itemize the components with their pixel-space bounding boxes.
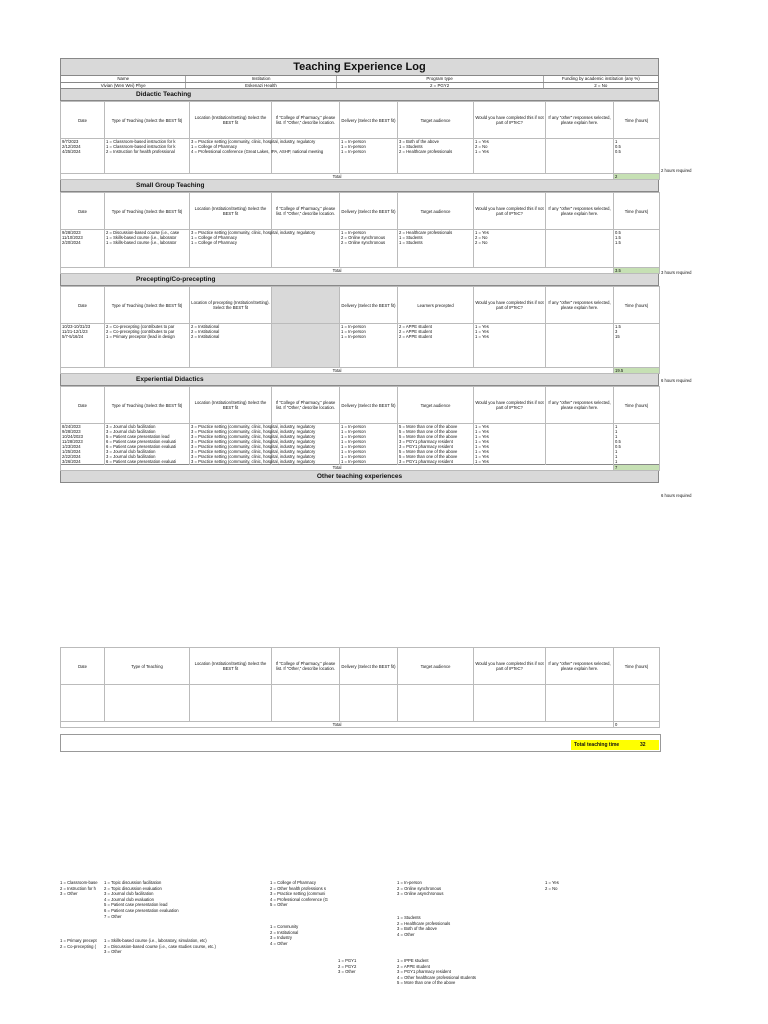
- table-cell[interactable]: 0.5: [614, 149, 660, 154]
- legend-learners: 1 = IPPE student 2 = APPE student 3 = PGY1 pharmacy resident 4 = Other healthcare professional students 5 = More than one of the above: [397, 958, 477, 986]
- column-header: [272, 287, 340, 324]
- legend-precepting-types: 1 = Primary precept 2 = Co-precepting (: [60, 938, 97, 949]
- table-cell[interactable]: 2 = Healthcare professionals: [398, 149, 474, 154]
- empty-cell[interactable]: [272, 245, 340, 268]
- table-cell[interactable]: 2 = Online synchronous: [340, 235, 398, 240]
- empty-cell[interactable]: [61, 154, 105, 174]
- empty-cell[interactable]: [614, 685, 660, 722]
- empty-cell[interactable]: [340, 339, 398, 368]
- table-cell[interactable]: 1 = Yes: [474, 454, 546, 459]
- table-cell[interactable]: 10/24/2023: [61, 434, 105, 439]
- table-cell[interactable]: 1 = Yes: [474, 139, 546, 145]
- table-cell[interactable]: 3 = PGY1 pharmacy resident: [398, 444, 474, 449]
- total-value: 0: [614, 722, 660, 728]
- column-header: Type of Teaching (Select the BEST fit): [105, 387, 190, 424]
- table-cell[interactable]: 1: [614, 434, 660, 439]
- total-row: [61, 465, 660, 471]
- column-header: Date: [61, 387, 105, 424]
- table-cell[interactable]: 1 = In-person: [340, 454, 398, 459]
- table-cell[interactable]: 1 = Yes: [474, 424, 546, 430]
- table-cell[interactable]: 9/7/2023: [61, 139, 105, 145]
- table-cell[interactable]: 1 = In-person: [340, 434, 398, 439]
- info-value-institution[interactable]: Eskenazi Health: [186, 83, 336, 89]
- column-header: If "College of Pharmacy," please list. If "Other," describe location.: [272, 102, 340, 139]
- table-cell[interactable]: 1 = Yes: [474, 444, 546, 449]
- info-label-institution: Institution: [186, 76, 336, 82]
- legend-program-type: 1 = PGY1 2 = PGY2 3 = Other: [338, 958, 357, 975]
- table-cell[interactable]: 1 = In-person: [340, 144, 398, 149]
- table-cell[interactable]: 1 = In-person: [340, 329, 398, 334]
- table-cell[interactable]: 2 = Institutional: [190, 324, 272, 330]
- table-cell[interactable]: 11/10/2023: [61, 235, 105, 240]
- empty-cell[interactable]: [340, 685, 398, 722]
- empty-cell[interactable]: [61, 685, 105, 722]
- experiential-table: [60, 386, 660, 471]
- column-header: Type of Teaching (Select the BEST fit): [105, 193, 190, 230]
- empty-cell[interactable]: [546, 154, 614, 174]
- column-header: Date: [61, 102, 105, 139]
- table-cell[interactable]: 1 = In-person: [340, 139, 398, 145]
- section-title-other: Other teaching experiences: [60, 471, 659, 483]
- table-cell[interactable]: 3 = Practice setting (community, clinic, hospital, industry, regulatory: [191, 434, 316, 439]
- column-header: Time (hours): [614, 102, 660, 139]
- table-cell[interactable]: 1: [614, 454, 660, 459]
- table-cell[interactable]: 3 = Practice setting (community, clinic, hospital, industry, regulatory: [191, 424, 316, 429]
- table-cell[interactable]: 3 = Journal club facilitation: [105, 424, 190, 430]
- table-cell[interactable]: 2 = No: [474, 240, 546, 245]
- column-header: Target audience: [398, 102, 474, 139]
- empty-cell[interactable]: [340, 154, 398, 174]
- table-cell[interactable]: 2/12/2024: [61, 144, 105, 149]
- table-cell[interactable]: 1 = In-person: [340, 459, 398, 465]
- column-header: Would you have completed this if not part of IPTeC?: [474, 102, 546, 139]
- section-title-small-group: Small Group Teaching: [60, 180, 659, 192]
- column-header: Location (Institution/Setting) Select the BEST fit: [190, 193, 272, 230]
- column-header: Learners precepted: [398, 287, 474, 324]
- empty-row: [61, 339, 660, 368]
- column-header: If "College of Pharmacy," please list. If "Other," describe location.: [272, 387, 340, 424]
- table-cell[interactable]: 0.5: [614, 444, 660, 449]
- table-cell[interactable]: 3 = Journal club facilitation: [105, 454, 190, 459]
- info-label-program: Program type: [337, 76, 544, 82]
- empty-cell[interactable]: [61, 339, 105, 368]
- table-cell[interactable]: 3 = Journal club facilitation: [105, 429, 190, 434]
- table-cell[interactable]: 2/22/2024: [61, 454, 105, 459]
- table-cell[interactable]: 11/28/2023: [61, 439, 105, 444]
- empty-cell[interactable]: [105, 685, 190, 722]
- column-header: If any "other" responses selected, please explain here.: [546, 102, 614, 139]
- table-cell[interactable]: 1: [614, 424, 660, 430]
- table-cell[interactable]: 1 = In-person: [340, 230, 398, 236]
- column-header: Location (Institution/Setting) Select the BEST fit: [190, 102, 272, 139]
- info-value-name[interactable]: Vivian (Wen Wei) Phye: [61, 83, 186, 89]
- total-label: Total: [61, 268, 614, 274]
- empty-cell[interactable]: [105, 154, 190, 174]
- column-header: If any "other" responses selected, please explain here.: [546, 387, 614, 424]
- column-header: Location (Institution/Setting) Select the BEST fit: [190, 387, 272, 424]
- total-teaching-time: [571, 740, 659, 750]
- table-cell[interactable]: 1.5: [614, 324, 660, 330]
- table-cell[interactable]: 3 = Practice setting (community, clinic, hospital, industry, regulatory: [191, 139, 316, 144]
- table-cell[interactable]: 3 = Practice setting (community, clinic, hospital, industry, regulatory: [191, 459, 316, 464]
- table-cell[interactable]: 5 = More than one of the above: [398, 454, 474, 459]
- empty-cell[interactable]: [190, 245, 272, 268]
- table-cell[interactable]: 1 = In-person: [340, 449, 398, 454]
- table-cell[interactable]: 5 = More than one of the above: [398, 424, 474, 430]
- total-label: Total: [61, 174, 614, 180]
- empty-row: [61, 685, 660, 722]
- total-teaching-label: Total teaching time: [574, 742, 620, 748]
- table-cell[interactable]: 3 = Practice setting (community, clinic, hospital, industry, regulatory: [191, 429, 316, 434]
- table-cell[interactable]: 0.5: [614, 439, 660, 444]
- section-title-experiential: Experiential Didactics: [60, 374, 659, 386]
- empty-cell[interactable]: [614, 154, 660, 174]
- empty-cell[interactable]: [398, 154, 474, 174]
- header-row: [61, 102, 660, 139]
- table-cell[interactable]: 0.5: [614, 230, 660, 236]
- total-row: [61, 174, 660, 180]
- table-cell[interactable]: 5 = More than one of the above: [398, 449, 474, 454]
- table-cell[interactable]: 3 = Practice setting (community, clinic, hospital, industry, regulatory: [191, 454, 316, 459]
- table-cell[interactable]: 3: [614, 329, 660, 334]
- empty-cell[interactable]: [614, 245, 660, 268]
- table-cell[interactable]: 2 = Institutional: [190, 329, 272, 334]
- empty-cell[interactable]: [272, 339, 340, 368]
- table-cell[interactable]: 5 = Patient case presentation lead: [105, 434, 190, 439]
- table-cell[interactable]: 1 = College of Pharmacy: [190, 144, 272, 149]
- table-cell[interactable]: 1.5: [614, 240, 660, 245]
- table-cell[interactable]: 1 = Yes: [474, 429, 546, 434]
- table-cell[interactable]: 1 = Yes: [474, 329, 546, 334]
- table-cell[interactable]: 1 = Yes: [474, 449, 546, 454]
- table-cell[interactable]: 6 = Patient case presentation evaluati: [105, 439, 190, 444]
- table-cell[interactable]: 15: [614, 334, 660, 339]
- didactic-table: [60, 101, 660, 180]
- empty-cell[interactable]: [340, 245, 398, 268]
- empty-cell[interactable]: [614, 339, 660, 368]
- table-cell[interactable]: 1 = Students: [398, 235, 474, 240]
- column-header: Would you have completed this if not part of IPTeC?: [474, 287, 546, 324]
- column-header: If "College of Pharmacy," please list. If "Other," describe location.: [272, 193, 340, 230]
- table-cell[interactable]: 1: [614, 139, 660, 145]
- empty-row: [61, 245, 660, 268]
- table-cell[interactable]: 1 = Yes: [474, 334, 546, 339]
- table-cell[interactable]: 2 = Instruction for health professional: [105, 149, 190, 154]
- table-cell[interactable]: 2 = APPE student: [398, 329, 474, 334]
- column-header: Date: [61, 193, 105, 230]
- table-cell[interactable]: 1 = Primary preceptor (lead in design: [105, 334, 190, 339]
- legend-yes-no: 1 = Yes 2 = No: [545, 880, 559, 891]
- table-cell[interactable]: 3/26/2024: [61, 459, 105, 465]
- table-cell[interactable]: 10/23-10/31/23: [61, 324, 105, 330]
- small-group-required-note: 3 hours required: [661, 270, 692, 275]
- empty-cell[interactable]: [474, 245, 546, 268]
- table-cell[interactable]: 1 = In-person: [340, 149, 398, 154]
- column-header: Time (hours): [614, 648, 660, 685]
- column-header: Type of Teaching (Select the BEST fit): [105, 287, 190, 324]
- legend-audience: 1 = Students 2 = Healthcare professionals 3 = Both of the above 4 = Other: [397, 915, 451, 937]
- info-label-funding: Funding by academic institution (any %): [561, 76, 640, 81]
- table-cell[interactable]: 0.5: [614, 144, 660, 149]
- table-cell[interactable]: 1 = In-person: [340, 334, 398, 339]
- legend-locations: 1 = College of Pharmacy 2 = Other health professions s 3 = Practice setting (communi 4 = Professional conference (G 5 = Other: [270, 880, 328, 908]
- precepting-table: [60, 286, 660, 374]
- precepting-required-note: 6 hours required: [661, 378, 692, 383]
- table-cell[interactable]: 1 = College of Pharmacy: [190, 235, 272, 240]
- column-header: Delivery (Select the BEST fit): [340, 387, 398, 424]
- table-cell[interactable]: 1 = In-person: [340, 439, 398, 444]
- total-value: 19.5: [614, 368, 660, 374]
- header-row: [61, 648, 660, 685]
- column-header: Delivery (Select the BEST fit): [340, 102, 398, 139]
- table-cell[interactable]: 1 = In-person: [340, 444, 398, 449]
- total-label: Total: [61, 722, 614, 728]
- column-header: If "College of Pharmacy," please list. If "Other," describe location.: [272, 648, 340, 685]
- table-cell[interactable]: 1 = Classroom-based instruction for k: [105, 144, 190, 149]
- total-row: [61, 368, 660, 374]
- table-cell[interactable]: 11/21-12/1/23: [61, 329, 105, 334]
- table-cell[interactable]: 2 = APPE student: [398, 334, 474, 339]
- empty-cell[interactable]: [546, 685, 614, 722]
- legend-precepting-locations: 1 = Community 2 = Institutional 3 = Industry 4 = Other: [270, 924, 299, 946]
- column-header: Location (Institution/Setting) Select the BEST fit: [190, 648, 272, 685]
- table-cell[interactable]: 1: [614, 459, 660, 465]
- small-group-table: [60, 192, 660, 274]
- table-cell[interactable]: 2 = Co-precepting (contributes to par: [105, 324, 190, 330]
- table-cell[interactable]: 3 = Practice setting (community, clinic, hospital, industry, regulatory: [191, 444, 316, 449]
- table-cell[interactable]: 1 = Skills-based course (i.e., laborator: [105, 235, 190, 240]
- empty-cell[interactable]: [105, 245, 190, 268]
- table-cell[interactable]: 1 = Yes: [474, 324, 546, 330]
- table-cell[interactable]: 2 = No: [474, 235, 546, 240]
- experiential-required-note: 6 hours required: [661, 493, 692, 498]
- total-label: Total: [61, 368, 614, 374]
- table-cell[interactable]: 2 = APPE student: [398, 324, 474, 330]
- total-label: Total: [61, 465, 614, 471]
- table-cell[interactable]: 5 = More than one of the above: [398, 434, 474, 439]
- page-title: Teaching Experience Log: [60, 58, 659, 76]
- table-cell[interactable]: 3 = Practice setting (community, clinic, hospital, industry, regulatory: [191, 230, 316, 235]
- table-cell[interactable]: 2/20/2024: [61, 240, 105, 245]
- total-value: 7: [614, 465, 660, 471]
- legend-delivery: 1 = In-person 2 = Online synchronous 3 = Online asynchronous: [397, 880, 444, 897]
- table-cell[interactable]: 3 = Both of the above: [398, 139, 474, 145]
- empty-cell[interactable]: [474, 685, 546, 722]
- table-cell[interactable]: 1 = Yes: [474, 230, 546, 236]
- column-header: Delivery (Select the BEST fit): [340, 287, 398, 324]
- column-header: Location of precepting (Institution/Setting). Select the BEST fit: [190, 287, 272, 324]
- total-value: 2: [614, 174, 660, 180]
- empty-cell[interactable]: [474, 154, 546, 174]
- table-cell[interactable]: 5 = More than one of the above: [398, 429, 474, 434]
- table-cell[interactable]: 5/7-5/16/24: [61, 334, 105, 339]
- column-header: Type of Teaching (Select the BEST fit): [105, 102, 190, 139]
- table-cell[interactable]: 2 = No: [474, 144, 546, 149]
- table-cell[interactable]: 1 = Students: [398, 240, 474, 245]
- table-cell[interactable]: 1.5: [614, 235, 660, 240]
- teaching-log-sheet: [60, 58, 659, 483]
- info-value-program[interactable]: 2 = PGY2: [337, 83, 544, 89]
- total-row: [61, 722, 660, 728]
- empty-cell[interactable]: [272, 154, 340, 174]
- column-header: Target audience: [398, 387, 474, 424]
- table-cell[interactable]: 1 = Yes: [474, 434, 546, 439]
- column-header: Target audience: [398, 193, 474, 230]
- table-cell[interactable]: 2 = Healthcare professionals: [398, 230, 474, 236]
- empty-row: [61, 154, 660, 174]
- table-cell[interactable]: 2 = Institutional: [190, 334, 272, 339]
- other-table: [60, 647, 660, 728]
- column-header: If any "other" responses selected, please explain here.: [546, 193, 614, 230]
- table-cell[interactable]: 3 = PGY1 pharmacy resident: [398, 439, 474, 444]
- table-cell[interactable]: 1 = College of Pharmacy: [190, 240, 272, 245]
- table-cell[interactable]: 1 = Yes: [474, 149, 546, 154]
- info-value-funding[interactable]: 2 = No: [594, 82, 608, 88]
- empty-cell[interactable]: [474, 339, 546, 368]
- total-value: 3.5: [614, 268, 660, 274]
- table-cell[interactable]: 1 = Yes: [474, 439, 546, 444]
- column-header: Delivery (Select the BEST fit): [340, 648, 398, 685]
- header-row: [61, 287, 660, 324]
- empty-cell[interactable]: [190, 685, 272, 722]
- total-teaching-value: 32: [640, 742, 646, 748]
- column-header: Type of Teaching: [105, 648, 190, 685]
- table-cell[interactable]: 1: [614, 449, 660, 454]
- legend-teaching-types-a: 1 = Classroom-base 2 = Instruction for h 3 = Other: [60, 880, 98, 897]
- column-header: Date: [61, 287, 105, 324]
- empty-cell[interactable]: [398, 685, 474, 722]
- column-header: Time (hours): [614, 387, 660, 424]
- column-header: If any "other" responses selected, please explain here.: [546, 648, 614, 685]
- header-row: [61, 387, 660, 424]
- table-cell[interactable]: 1 = Yes: [474, 459, 546, 465]
- empty-cell[interactable]: [190, 154, 272, 174]
- empty-cell[interactable]: [190, 339, 272, 368]
- table-cell[interactable]: 1 = In-person: [340, 429, 398, 434]
- empty-cell[interactable]: [546, 245, 614, 268]
- table-cell[interactable]: 1 = Classroom-based instruction for k: [105, 139, 190, 145]
- column-header: Would you have completed this if not part of IPTeC?: [474, 387, 546, 424]
- empty-cell[interactable]: [546, 339, 614, 368]
- column-header: Time (hours): [614, 193, 660, 230]
- other-teaching-box: [60, 647, 659, 728]
- empty-cell[interactable]: [105, 339, 190, 368]
- column-header: Would you have completed this if not part of IPTeC?: [474, 648, 546, 685]
- table-cell[interactable]: 1 = Students: [398, 144, 474, 149]
- table-cell[interactable]: 6 = Patient case presentation evaluati: [105, 444, 190, 449]
- total-row: [61, 268, 660, 274]
- table-cell[interactable]: 9/28/2023: [61, 429, 105, 434]
- empty-cell[interactable]: [398, 245, 474, 268]
- table-cell[interactable]: 2 = Online synchronous: [340, 240, 398, 245]
- table-cell[interactable]: 3 = Practice setting (community, clinic, hospital, industry, regulatory: [191, 439, 316, 444]
- column-header: Date: [61, 648, 105, 685]
- table-cell[interactable]: 2 = Discussion-based course (i.e., case: [105, 230, 190, 236]
- legend-experiential-types: 1 = Topic discussion facilitation 2 = Topic discussion evaluation 3 = Journal club facilitation 4 = Journal club evaluation 5 = Patient case presentation lead 6 = Patient case presentation evaluation 7 = Other: [104, 880, 179, 919]
- table-cell[interactable]: 3 = Practice setting (community, clinic, hospital, industry, regulatory: [191, 449, 316, 454]
- column-header: Time (hours): [614, 287, 660, 324]
- empty-cell[interactable]: [61, 245, 105, 268]
- column-header: Delivery (Select the BEST fit): [340, 193, 398, 230]
- table-cell[interactable]: 1 = In-person: [340, 424, 398, 430]
- table-cell[interactable]: 6 = Patient case presentation evaluati: [105, 459, 190, 465]
- table-cell[interactable]: 9/28/2023: [61, 230, 105, 236]
- column-header: Would you have completed this if not part of IPTeC?: [474, 193, 546, 230]
- table-cell[interactable]: 1/25/2024: [61, 449, 105, 454]
- legend-small-group-types: 1 = Skills-based course (i.e., laboratory, simulation, etc) 2 = Discussion-based course (i.e., case studies course, etc.) 3 = Other: [104, 938, 216, 955]
- table-cell[interactable]: 3 = Journal club facilitation: [105, 449, 190, 454]
- column-header: If any "other" responses selected, please explain here.: [546, 287, 614, 324]
- table-cell[interactable]: 1: [614, 429, 660, 434]
- empty-cell[interactable]: [272, 685, 340, 722]
- section-title-didactic: Didactic Teaching: [60, 89, 659, 101]
- table-cell[interactable]: 8/24/2023: [61, 424, 105, 430]
- table-cell[interactable]: 1/23/2024: [61, 444, 105, 449]
- table-cell[interactable]: 1 = Skills-based course (i.e., laborator: [105, 240, 190, 245]
- table-cell[interactable]: 4 = Professional conference (Great Lakes, IPA, ASHP, national meeting: [191, 149, 324, 154]
- didactic-required-note: 2 hours required: [661, 168, 692, 173]
- header-row: [61, 193, 660, 230]
- section-title-precepting: Precepting/Co-precepting: [60, 274, 659, 286]
- table-cell[interactable]: 4/25/2024: [61, 149, 105, 154]
- empty-cell[interactable]: [398, 339, 474, 368]
- table-cell[interactable]: 3 = PGY1 pharmacy resident: [398, 459, 474, 465]
- info-label-name: Name: [61, 76, 186, 82]
- table-cell[interactable]: 2 = Co-precepting (contributes to par: [105, 329, 190, 334]
- table-cell[interactable]: 1 = In-person: [340, 324, 398, 330]
- column-header: Target audience: [398, 648, 474, 685]
